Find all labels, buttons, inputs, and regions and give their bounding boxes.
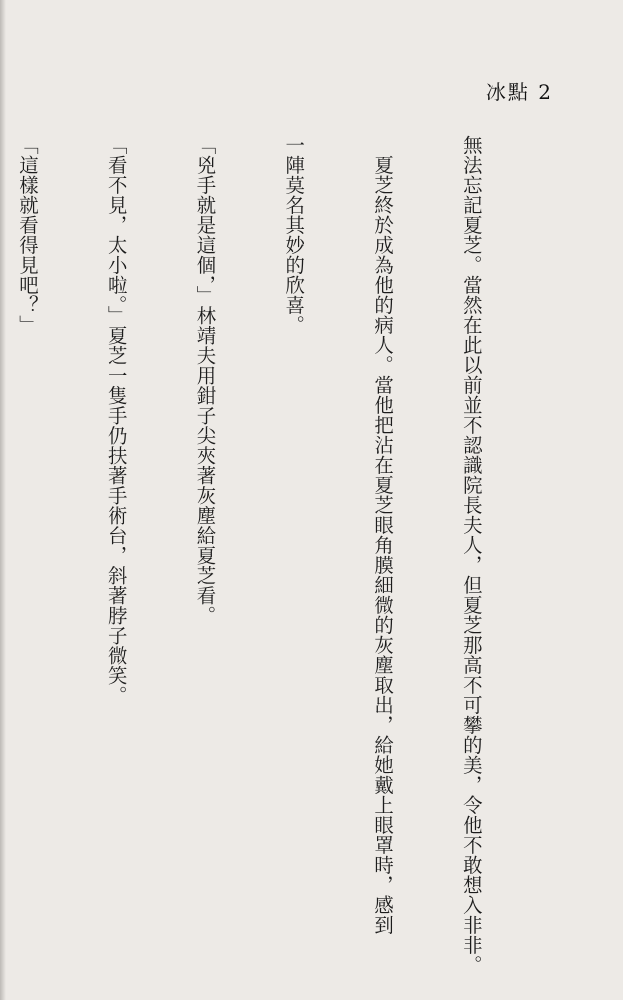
text-column: 夏芝終於成為他的病人。當他把沾在夏芝眼角膜細微的灰塵取出，給她戴上眼罩時，感到 [371, 135, 395, 935]
text-column: 「兇手就是這個，」林靖夫用鉗子尖夾著灰塵給夏芝看。 [193, 135, 217, 626]
text-column: 「這樣就看得見吧？」 [15, 135, 39, 335]
book-title: 冰點 [485, 80, 530, 104]
text-column: 無法忘記夏芝。當然在此以前並不認識院長夫人，但夏芝那高不可攀的美，令他不敢想入非非。 [459, 135, 483, 975]
vertical-text-body [0, 135, 545, 975]
text-column: 「看不見，太小啦。」夏芝一隻手仍扶著手術台，斜著脖子微笑。 [104, 135, 128, 706]
running-header [486, 76, 553, 105]
text-column: 一陣莫名其妙的欣喜。 [282, 135, 306, 335]
page-number: 2 [538, 80, 553, 104]
